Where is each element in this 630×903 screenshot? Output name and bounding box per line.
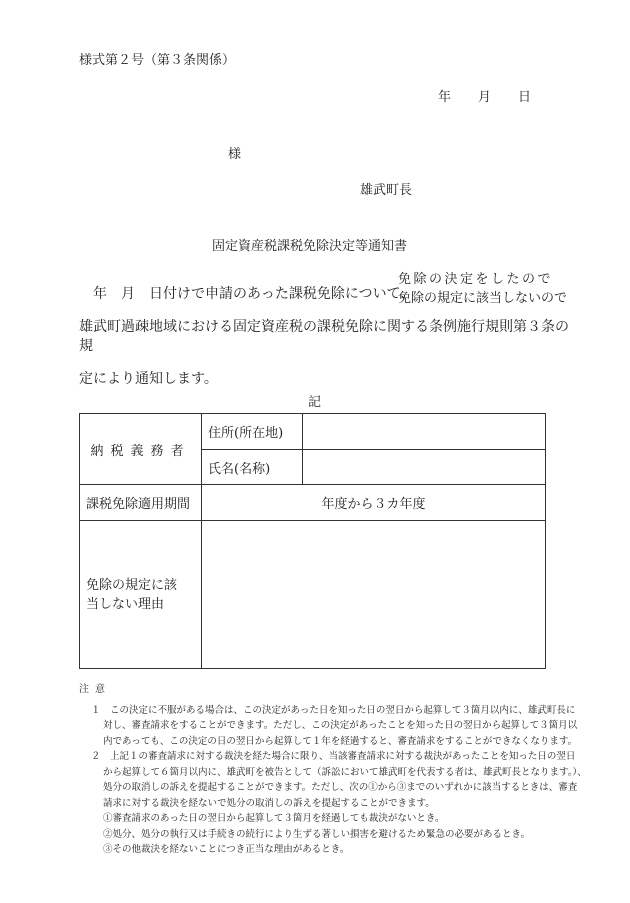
regulation-sentence xyxy=(79,318,569,356)
option-not-exempt: 免除の規定に該当しないので xyxy=(398,291,568,306)
form-number: 様式第２号（第３条関係） xyxy=(79,53,236,68)
note-line: ２ 上記１の審査請求に対する裁決を経た場合に限り、当該審査請求に対する裁決があったことを知った日の翌日 xyxy=(91,751,576,762)
date-day: 日 xyxy=(518,90,532,105)
issuer-name: 雄武町長 xyxy=(360,183,413,198)
address-field[interactable] xyxy=(303,414,546,450)
note-line: ②処分、処分の執行又は手続きの続行により生ずる著しい損害を避けるため緊急の必要があるとき。 xyxy=(103,828,531,840)
details-table xyxy=(79,413,546,669)
note-line: ③その他裁決を経ないことにつき正当な理由があるとき。 xyxy=(103,844,350,855)
document-title: 固定資産税課税免除決定等通知書 xyxy=(212,239,408,254)
regulation-line: 雄武町過疎地域における固定資産税の課税免除に関する条例施行規則第３条の xyxy=(79,319,569,335)
note-line: 内であっても、この決定の日の翌日から起算して１年を経過すると、審査請求をすることができなくなります。 xyxy=(103,735,578,747)
application-sentence: 年 月 日付けで申請のあった課税免除について、 xyxy=(93,286,415,302)
period-label: 課税免除適用期間 xyxy=(80,485,202,521)
notes-heading: 注意 xyxy=(79,684,111,695)
regulation-line-cont: 規 xyxy=(79,338,93,354)
ki-heading: 記 xyxy=(308,395,322,410)
note-line: １ この決定に不服がある場合は、この決定があった日を知った日の翌日から起算して３箇月以内に、雄武町長に xyxy=(91,704,576,716)
note-line: 対し、審査請求をすることができます。ただし、この決定があったことを知った日の翌日から起算して３箇月以 xyxy=(103,720,578,731)
name-label: 氏名(名称) xyxy=(202,450,303,485)
reason-label-text: 免除の規定に該当しない理由 xyxy=(86,577,178,612)
date-year: 年 xyxy=(438,90,452,105)
period-value: 年度から３カ年度 xyxy=(202,485,546,521)
reason-label xyxy=(80,521,202,669)
taxpayer-label xyxy=(80,414,202,485)
note-line: 請求に対する裁決を経ないで処分の取消しの訴えを提起することができます。 xyxy=(103,797,435,809)
note-line: から起算して６箇月以内に、雄武町を被告として（訴訟において雄武町を代表する者は、雄武町長となります。）、 xyxy=(103,766,587,778)
date-month: 月 xyxy=(478,90,492,105)
address-label: 住所(所在地) xyxy=(202,414,303,450)
decision-options xyxy=(398,270,567,308)
note-line: 処分の取消しの訴えを提起することができます。ただし、次の①から③までのいずれかに該当するときは、審査 xyxy=(103,782,578,793)
note-line: ①審査請求のあった日の翌日から起算して３箇月を経過しても裁決がないとき。 xyxy=(103,813,445,824)
notes-section xyxy=(79,682,587,858)
taxpayer-label-text: 納税義務者 xyxy=(90,443,191,459)
name-field[interactable] xyxy=(303,450,546,485)
option-exempt: 免除の決定をしたので xyxy=(398,272,554,287)
issue-date xyxy=(438,86,531,105)
addressee-suffix: 様 xyxy=(228,147,242,162)
reason-field[interactable] xyxy=(202,521,546,669)
notice-sentence: 定により通知します。 xyxy=(79,371,218,387)
